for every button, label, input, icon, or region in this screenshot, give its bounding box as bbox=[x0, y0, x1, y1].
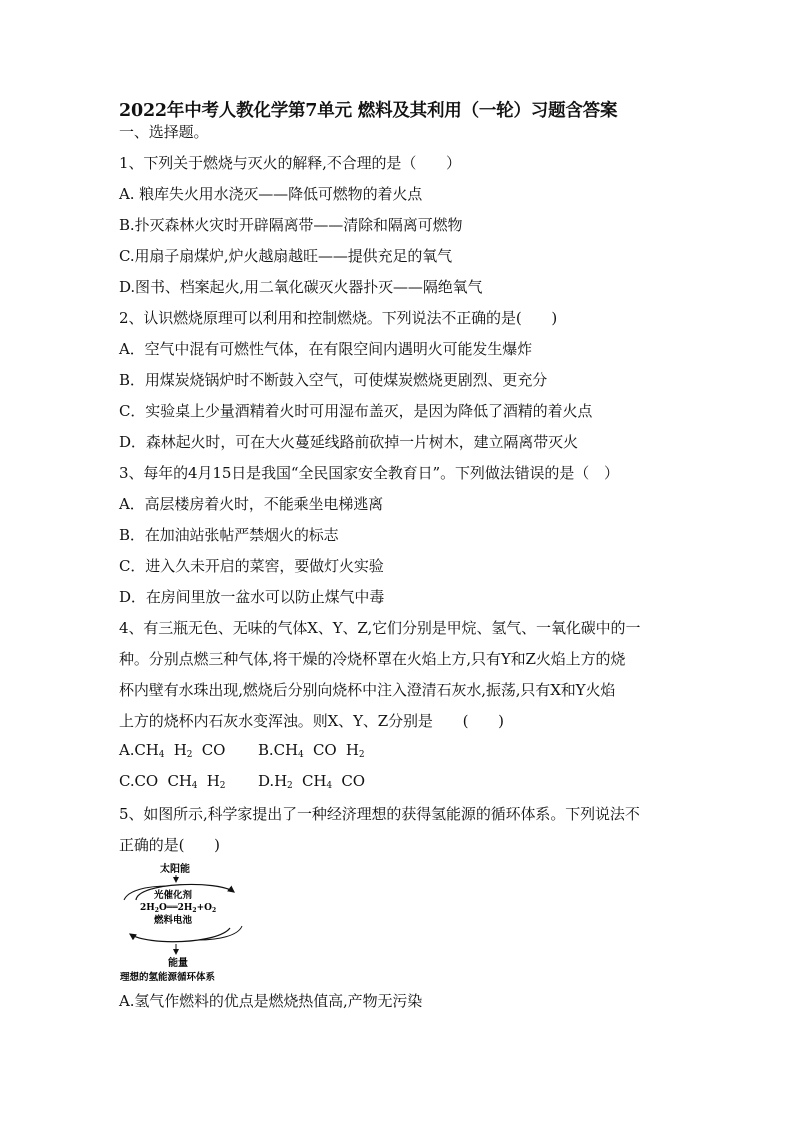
hydrogen-cycle-diagram bbox=[118, 860, 248, 985]
question-1-stem: 1、下列关于燃烧与灭火的解释,不合理的是（ ） bbox=[119, 154, 461, 172]
diagram-lower-cycle-arrow bbox=[130, 928, 230, 942]
question-3-option-b: B．在加油站张帖严禁烟火的标志 bbox=[119, 526, 339, 544]
question-1-option-d: D.图书、档案起火,用二氧化碳灭火器扑灭——隔绝氧气 bbox=[119, 278, 483, 296]
diagram-lower-cycle-inner bbox=[198, 926, 242, 940]
question-2-option-c: C．实验桌上少量酒精着火时可用湿布盖灭，是因为降低了酒精的着火点 bbox=[119, 402, 593, 420]
question-3-option-d: D．在房间里放一盆水可以防止煤气中毒 bbox=[119, 588, 385, 606]
question-4-option-d: $D.H_2$ $CH_4$ CO bbox=[258, 772, 365, 791]
diagram-photocatalyst-label: 光催化剂 bbox=[154, 890, 193, 901]
diagram-solar-energy-label: 太阳能 bbox=[160, 864, 190, 875]
question-5-stem-line-1: 5、如图所示,科学家提出了一种经济理想的获得氢能源的循环体系。下列说法不 bbox=[119, 805, 640, 823]
question-5-option-a: A.氢气作燃料的优点是燃烧热值高,产物无污染 bbox=[119, 992, 423, 1010]
question-4-option-a: $A.CH_4$ $H_2$ CO bbox=[119, 741, 226, 760]
question-4-stem-line-1: 4、有三瓶无色、无味的气体X、Y、Z,它们分别是甲烷、氢气、一氧化碳中的一 bbox=[119, 619, 641, 637]
question-4-option-b: $B.CH_4$ CO $H_2$ bbox=[258, 741, 365, 760]
section-heading: 一、选择题。 bbox=[119, 123, 209, 141]
question-1-option-c: C.用扇子扇煤炉,炉火越扇越旺——提供充足的氧气 bbox=[119, 247, 453, 265]
question-4-stem-line-3: 杯内壁有水珠出现,燃烧后分别向烧杯中注入澄清石灰水,振荡,只有X和Y火焰 bbox=[119, 681, 616, 699]
question-3-stem: 3、每年的4月15日是我国“全民国家安全教育日”。下列做法错误的是（ ） bbox=[119, 464, 619, 482]
question-2-stem: 2、认识燃烧原理可以利用和控制燃烧。下列说法不正确的是( ) bbox=[119, 309, 558, 327]
question-5-stem-line-2: 正确的是( ) bbox=[119, 836, 220, 854]
document-title: 2022年中考人教化学第7单元 燃料及其利用（一轮）习题含答案 bbox=[119, 101, 618, 121]
question-2-option-d: D．森林起火时，可在大火蔓延线路前砍掉一片树木，建立隔离带灭火 bbox=[119, 433, 578, 451]
question-4-stem-line-2: 种。分别点燃三种气体,将干燥的冷烧杯罩在火焰上方,只有Y和Z火焰上方的烧 bbox=[119, 650, 626, 668]
question-3-option-c: C．进入久未开启的菜窖，要做灯火实验 bbox=[119, 557, 384, 575]
question-4-option-c: C.CO $CH_4$ $H_2$ bbox=[119, 772, 226, 791]
diagram-fuel-cell-label: 燃料电池 bbox=[154, 915, 193, 926]
question-2-option-b: B．用煤炭烧锅炉时不断鼓入空气，可使煤炭燃烧更剧烈、更充分 bbox=[119, 371, 548, 389]
question-3-option-a: A．高层楼房着火时，不能乘坐电梯逃离 bbox=[119, 495, 384, 513]
question-1-option-a: A. 粮库失火用水浇灭——降低可燃物的着火点 bbox=[119, 185, 423, 203]
question-1-option-b: B.扑灭森林火灾时开辟隔离带——清除和隔离可燃物 bbox=[119, 216, 463, 234]
diagram-caption: 理想的氢能源循环体系 bbox=[120, 972, 216, 983]
question-4-stem-line-4: 上方的烧杯内石灰水变浑浊。则X、Y、Z分别是 ( ) bbox=[119, 712, 504, 730]
diagram-decomposition-equation: $2H_2O══2H_2+O_2$ bbox=[140, 903, 217, 914]
question-2-option-a: A．空气中混有可燃性气体，在有限空间内遇明火可能发生爆炸 bbox=[119, 340, 533, 358]
diagram-energy-label: 能量 bbox=[168, 958, 188, 969]
